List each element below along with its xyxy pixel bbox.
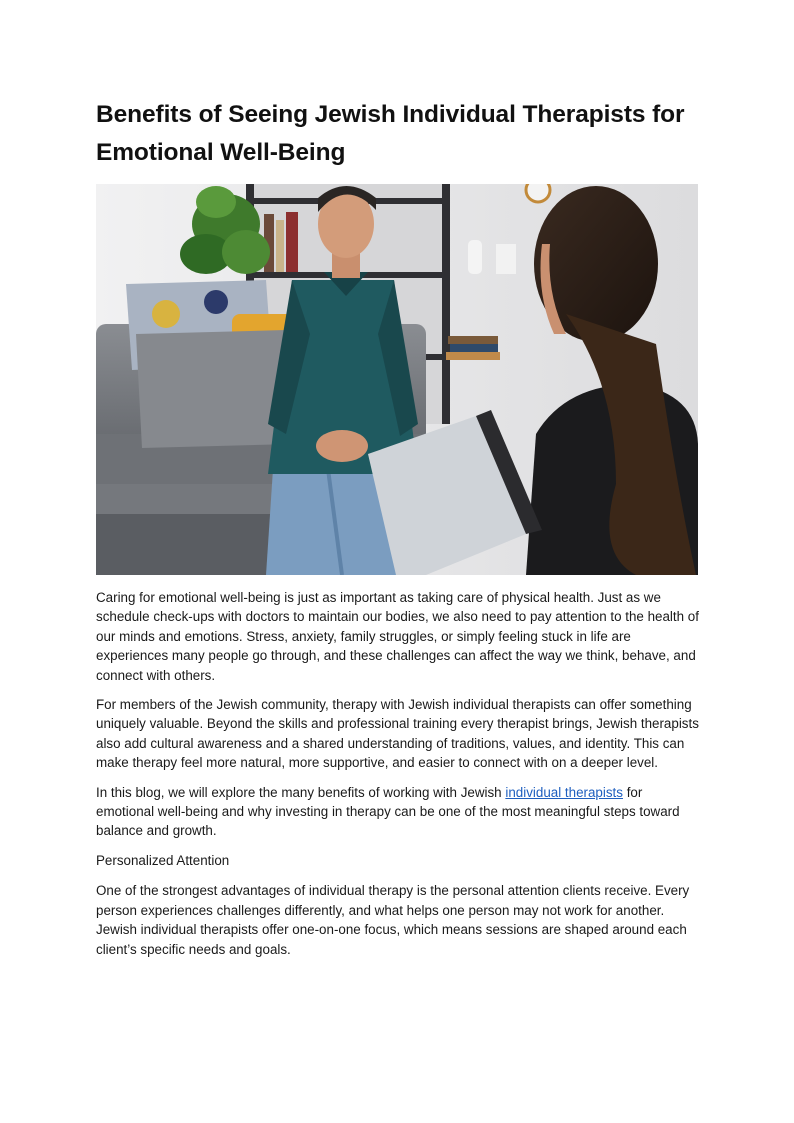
therapy-session-photo (96, 184, 698, 575)
individual-therapists-link[interactable]: individual therapists (505, 784, 623, 800)
paragraph-blog-overview (96, 783, 702, 841)
article-body (96, 588, 702, 969)
paragraph-personalized-attention: One of the strongest advantages of individual therapy is the personal attention clients receive. Every person experiences challenges differently, and what helps one person may not work for another. Jewish individual therapists offer one-on-one focus, which means sessions are shaped around each client’s specific needs and goals. (96, 883, 690, 957)
paragraph-text-before-link: In this blog, we will explore the many benefits of working with Jewish (96, 784, 506, 800)
paragraph-text-after-link: for emotional well-being and why investing in therapy can be one of the most meaningful steps toward balance and growth. (96, 784, 680, 839)
section-heading-personalized-attention: Personalized Attention (96, 852, 230, 868)
paragraph-jewish-community: For members of the Jewish community, therapy with Jewish individual therapists can offer something uniquely valuable. Beyond the skills and professional training every therapist brings, Jewish therapists also add cultural awareness and a shared understanding of traditions, values, and identity. This can make therapy feel more natural, more supportive, and easier to connect with on a deeper level. (96, 697, 699, 771)
paragraph-intro: Caring for emotional well-being is just as important as taking care of physical health. Just as we schedule check-ups with doctors to maintain our bodies, we also need to pay attention to the health of our minds and emotions. Stress, anxiety, family struggles, or simply feeling stuck in life are experiences many people go through, and these challenges can affect the way we think, behave, and connect with others. (96, 590, 699, 683)
article-title: Benefits of Seeing Jewish Individual Therapists for Emotional Well-Being (96, 101, 685, 166)
